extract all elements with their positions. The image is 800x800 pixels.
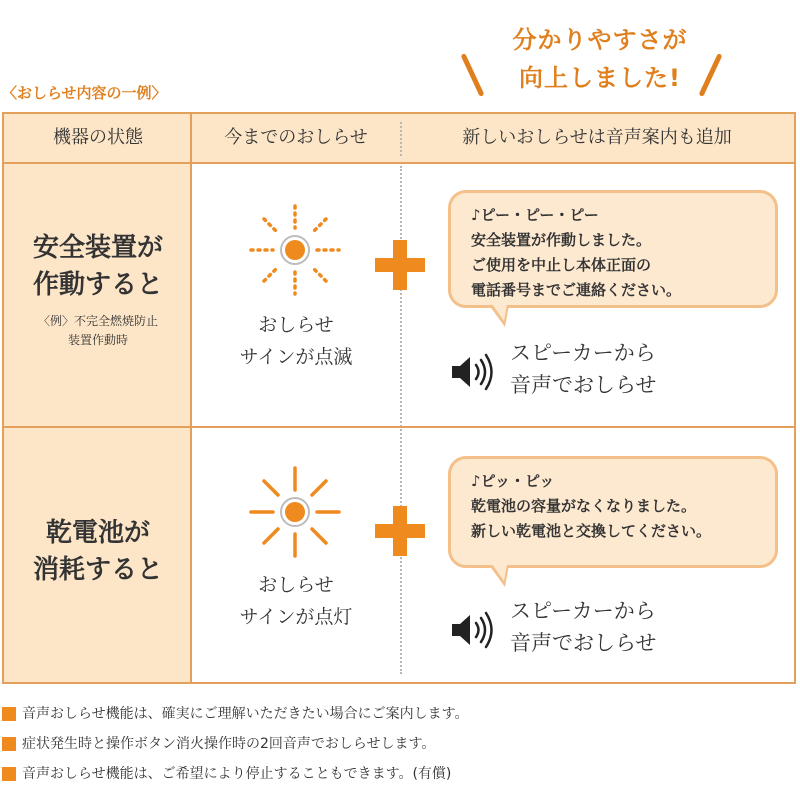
sign-label-line-1: おしらせ [258,574,334,596]
message-line: 新しい乾電池と交換してください。 [471,522,712,540]
state-title-line-2: 消耗すると [32,555,163,585]
table-header [4,114,794,164]
speaker-text-line-1: スピーカーから [510,341,656,365]
note-item [2,730,798,760]
note-text: 症状発生時と操作ボタン消火操作時の2回音声でおしらせします。 [22,736,436,752]
blinking-light-icon [245,200,345,300]
header-device-state: 機器の状態 [53,127,143,148]
state-note-line-2: 装置作動時 [67,333,128,347]
speaker-text-line-2: 音声でおしらせ [510,631,657,655]
state-title-line-1: 乾電池が [45,518,150,548]
note-item [2,700,798,730]
note-text: 音声おしらせ機能は、ご希望により停止することもできます。(有償) [22,766,452,782]
sign-label-line-2: サインが点滅 [239,346,353,368]
note-text: 音声おしらせ機能は、確実にご理解いただきたい場合にご案内します。 [22,706,469,722]
comparison-table [2,112,796,684]
speaker-text-line-1: スピーカーから [510,599,656,623]
message-line: 乾電池の容量がなくなりました。 [471,497,697,515]
state-title-line-2: 作動すると [32,270,163,300]
message-bubble [448,456,778,568]
headline-line-1: 分かりやすさが [512,26,688,54]
sign-label-line-1: おしらせ [258,314,334,336]
note-item [2,760,798,790]
speaker-icon [450,610,496,650]
state-title-line-1: 安全装置が [32,233,163,263]
message-line: ♪ピッ・ピッ [471,472,555,490]
message-line: ♪ピー・ピー・ピー [471,206,599,224]
square-bullet-icon [2,737,16,751]
lit-light-icon [245,462,345,562]
square-bullet-icon [2,767,16,781]
message-bubble [448,190,778,308]
row-divider [4,426,794,428]
speaker-icon [450,352,496,392]
example-label: 〈おしらせ内容の一例〉 [2,84,167,102]
message-line: 電話番号までご連絡ください。 [471,281,682,299]
headline [440,14,760,104]
speaker-text-line-2: 音声でおしらせ [510,373,657,397]
message-line: ご使用を中止し本体正面の [471,256,652,274]
plus-icon [375,506,425,556]
plus-icon [375,240,425,290]
notes-list [2,700,798,790]
sign-label-line-2: サインが点灯 [239,606,353,628]
header-previous-notice: 今までのおしらせ [224,127,368,148]
headline-line-2: 向上しました! [519,64,681,92]
header-new-notice: 新しいおしらせは音声案内も追加 [462,127,732,148]
square-bullet-icon [2,707,16,721]
state-note-line-1: 〈例〉不完全燃焼防止 [37,314,158,328]
message-line: 安全装置が作動しました。 [471,231,652,249]
